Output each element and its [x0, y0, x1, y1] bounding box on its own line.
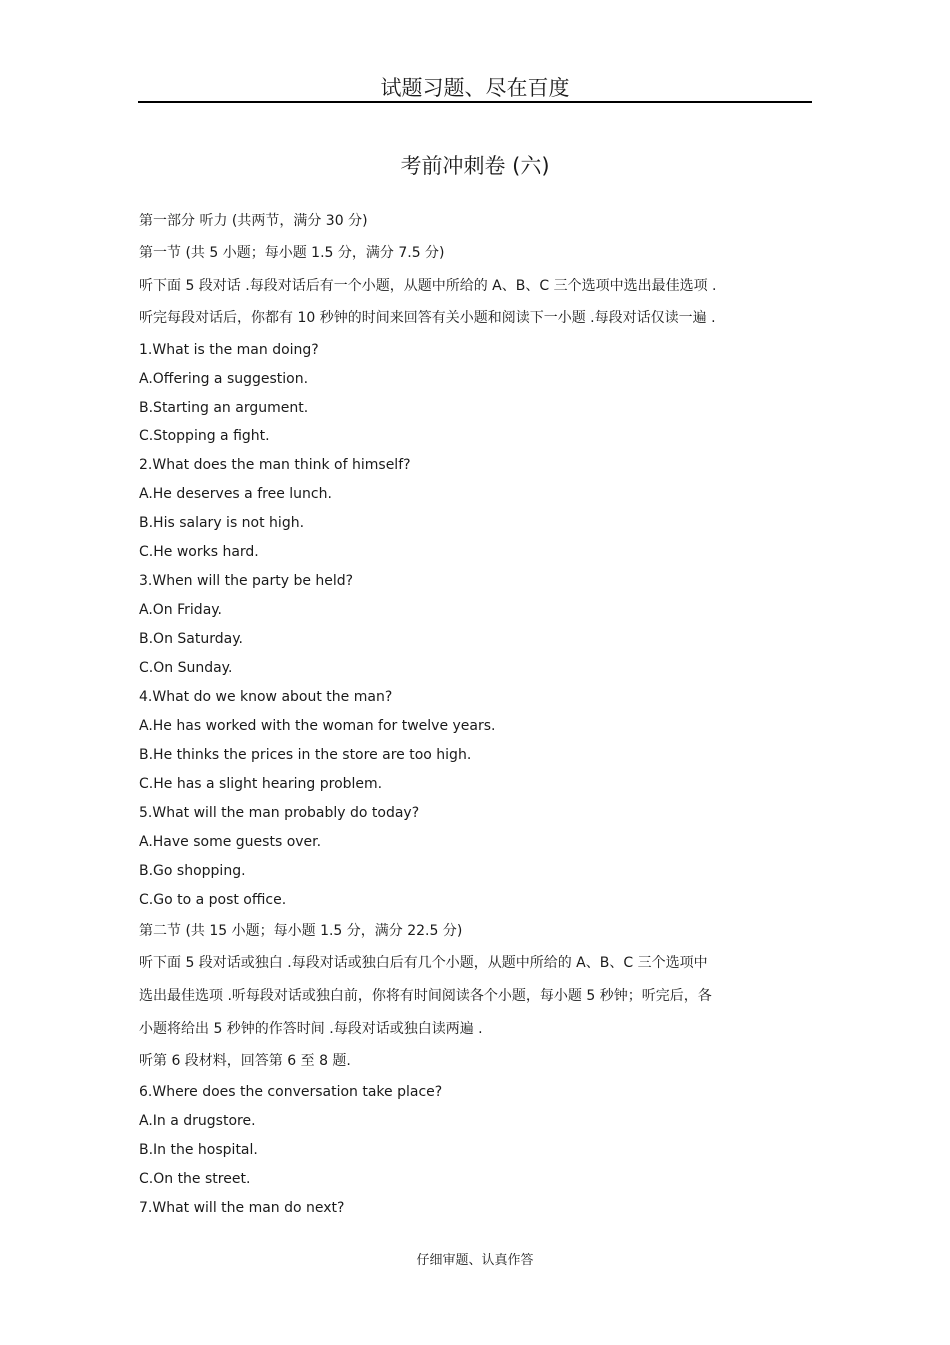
option-text: A.He has worked with the woman for twelve years.: [139, 718, 496, 734]
option-text: C.Go to a post office.: [139, 892, 287, 908]
option-text: A.On Friday.: [139, 602, 223, 618]
instruction-line: 选出最佳选项 .听每段对话或独白前，你将有时间阅读各个小题，每小题 5 秒钟；听完后，各: [139, 988, 712, 1004]
option-text: C.He has a slight hearing problem.: [139, 776, 383, 792]
option-text: B.In the hospital.: [139, 1142, 258, 1158]
listening-prompt: 听第 6 段材料，回答第 6 至 8 题.: [139, 1053, 351, 1069]
question-text: 5.What will the man probably do today?: [139, 805, 420, 821]
instruction-line: 听下面 5 段对话 .每段对话后有一个小题，从题中所给的 A、B、C 三个选项中选出最佳选项 .: [139, 278, 717, 294]
paper-title: 考前冲刺卷 (六): [400, 154, 550, 178]
page-header: 试题习题、尽在百度: [380, 76, 570, 100]
option-text: A.He deserves a free lunch.: [139, 486, 332, 502]
part-heading: 第一部分 听力 (共两节，满分 30 分): [139, 213, 368, 229]
question-text: 6.Where does the conversation take place?: [139, 1084, 443, 1100]
option-text: B.His salary is not high.: [139, 515, 305, 531]
option-text: A.Have some guests over.: [139, 834, 322, 850]
instruction-line: 小题将给出 5 秒钟的作答时间 .每段对话或独白读两遍 .: [139, 1021, 483, 1037]
option-text: B.He thinks the prices in the store are too high.: [139, 747, 472, 763]
question-text: 3.When will the party be held?: [139, 573, 354, 589]
option-text: C.Stopping a fight.: [139, 428, 270, 444]
page-footer: 仔细审题、认真作答: [416, 1253, 534, 1268]
question-text: 2.What does the man think of himself?: [139, 457, 411, 473]
option-text: C.On the street.: [139, 1171, 251, 1187]
option-text: A.Offering a suggestion.: [139, 371, 309, 387]
header-rule: [138, 101, 812, 103]
section-heading: 第一节 (共 5 小题；每小题 1.5 分，满分 7.5 分): [139, 245, 445, 261]
option-text: B.Go shopping.: [139, 863, 246, 879]
question-text: 1.What is the man doing?: [139, 342, 319, 358]
question-text: 4.What do we know about the man?: [139, 689, 393, 705]
option-text: A.In a drugstore.: [139, 1113, 256, 1129]
option-text: C.He works hard.: [139, 544, 259, 560]
option-text: B.On Saturday.: [139, 631, 243, 647]
option-text: C.On Sunday.: [139, 660, 233, 676]
instruction-line: 听下面 5 段对话或独白 .每段对话或独白后有几个小题，从题中所给的 A、B、C 三个选项中: [139, 955, 708, 971]
question-text: 7.What will the man do next?: [139, 1200, 345, 1216]
section-heading: 第二节 (共 15 小题；每小题 1.5 分，满分 22.5 分): [139, 923, 463, 939]
instruction-line: 听完每段对话后，你都有 10 秒钟的时间来回答有关小题和阅读下一小题 .每段对话仅读一遍 .: [139, 310, 716, 326]
option-text: B.Starting an argument.: [139, 400, 309, 416]
